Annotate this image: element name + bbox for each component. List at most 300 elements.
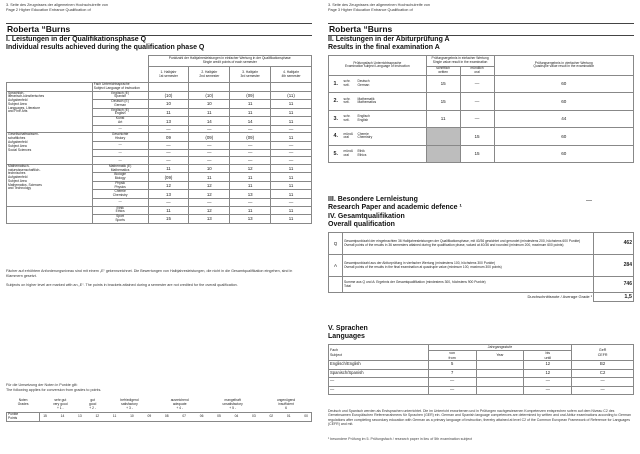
- year-sub-header: Year: [476, 351, 524, 361]
- overall-text: [342, 233, 593, 255]
- language-subject: —: [329, 386, 429, 395]
- points-cell: —: [230, 149, 271, 157]
- subject-name-de: Chemie: [114, 189, 126, 194]
- semester-header-en: 1st semester: [159, 73, 178, 78]
- lang-subject-header: [329, 345, 429, 361]
- subject-name-en: Physics: [114, 184, 126, 189]
- subject-name-de: —: [118, 149, 122, 154]
- points-label-de: Punkte: [8, 411, 19, 416]
- exam-subject-en: English: [357, 117, 369, 122]
- semester-header-de: 3. Halbjahr: [242, 69, 259, 74]
- subject-area-label: and Technology: [8, 186, 32, 191]
- exam-single-header-de: Prüfungsergebnis in einfacher Wertung: [431, 56, 489, 61]
- subject-area-label: Aufgabenfeld: [8, 139, 28, 144]
- oral-header-en: oral: [474, 69, 480, 74]
- language-to: 12: [524, 369, 572, 378]
- points-cell: —: [230, 141, 271, 149]
- subject-name-de: Physik: [115, 180, 125, 185]
- overall-text-en: Overall points of the results in the final examination at quadruple value (minimum 100, maximum 300 points): [343, 264, 502, 269]
- semester-header: [148, 67, 189, 83]
- exam-quad-header-de: Prüfungsergebnis in vierfacher Wertung: [534, 60, 593, 65]
- empty-cell: [271, 83, 312, 92]
- subject-area-cell: [7, 91, 93, 133]
- written-header: [426, 67, 460, 76]
- subject-header-cell: [92, 83, 148, 92]
- exam-subject-en: Ethics: [357, 152, 367, 157]
- section-title-en: Individual results achieved during the qualification phase Q: [6, 44, 205, 52]
- quadruple-value: 60: [494, 75, 634, 93]
- points-label-cell: [7, 412, 40, 421]
- language-from: 7: [428, 369, 476, 378]
- exam-number: 4.: [329, 128, 343, 146]
- points-value: 07: [182, 413, 186, 418]
- average-row: [329, 293, 634, 302]
- exam-number: 1.: [329, 75, 343, 93]
- table-row: [7, 91, 312, 100]
- subject-name-de: Sport: [116, 214, 125, 219]
- points-cell: 15: [148, 215, 189, 224]
- subject-cell: [92, 117, 148, 126]
- points-header-en: Single credit points of each semester: [202, 60, 257, 64]
- points-cell: —: [230, 199, 271, 207]
- blank-header: [7, 56, 149, 83]
- points-value: 09: [147, 413, 152, 418]
- exam-kind-de: schr.: [343, 96, 351, 101]
- subject-area-label: Mathematisch-: [8, 163, 30, 168]
- written-header-en: written: [438, 69, 448, 74]
- exam-number: 2.: [329, 93, 343, 111]
- section-title-en: Research Paper and academic defence ¹: [328, 204, 462, 212]
- grade-name-cell: [7, 398, 40, 407]
- to-header-de: bis: [545, 351, 551, 356]
- exam-subject: [356, 75, 426, 93]
- points-cell: 11: [230, 108, 271, 117]
- points-cell: —: [148, 141, 189, 149]
- subject-name-de: Deutsch (E): [111, 99, 129, 104]
- language-cefr: —: [572, 386, 634, 395]
- header-line-en: Page 2 Higher Education Entrance Qualification of: [6, 7, 91, 12]
- section-title-de: II. Leistungen in der Abiturprüfung A: [328, 36, 450, 43]
- exam-kind-de: schr.: [343, 114, 351, 119]
- points-cell: —: [271, 149, 312, 157]
- points-value: 08: [164, 413, 169, 418]
- subject-name-de: Mathematik (E): [108, 163, 132, 168]
- empty-cell: [230, 83, 271, 92]
- subject-area-label: literarisch-künstlerisches: [8, 94, 45, 99]
- conversion-intro-de: Für die Umsetzung der Noten in Punkte gilt:: [6, 383, 78, 387]
- language-cefr: C2: [572, 369, 634, 378]
- quadruple-value: 60: [494, 145, 634, 163]
- exam-number: 5.: [329, 145, 343, 163]
- exam-kind-en: writ.: [343, 82, 350, 87]
- page-header: [6, 3, 108, 12]
- section-title: [328, 213, 405, 229]
- subject-name-de: Geschichte: [111, 132, 129, 137]
- exam-subject: [356, 128, 426, 146]
- points-cell: (10): [148, 91, 189, 100]
- subject-name-en: Biology: [114, 176, 126, 181]
- subject-name-de: Kunst: [115, 116, 125, 121]
- points-cell: 11: [271, 117, 312, 126]
- points-cell: —: [189, 199, 230, 207]
- subject-name-de: —: [118, 126, 122, 131]
- points-cell: 10: [189, 164, 230, 173]
- points-cell: —: [230, 157, 271, 165]
- exam-number: 3.: [329, 110, 343, 128]
- subject-name-de: —: [118, 142, 122, 147]
- language-note: Deutsch und Spanisch werden als Erstsprachen unterrichtet. Die im Unterricht erworbenen und in Prüfungen nachgewiesenen Kompetenzen entsprechen sofern auf dem Niveau C2 des Gemeinsamen Europäischen Referenzrahmens für Sprachen (GER) ein. German and Spanish language competences are determined by written and oral Abitur examinations according to German regulations after completing secondary education with German as a primary language of instruction, thereby attained at level C2 of the Common European Framework of Reference for Languages (CEFR) and mit.: [328, 409, 631, 427]
- points-cell: 11: [189, 173, 230, 182]
- points-cell: 11: [271, 173, 312, 182]
- exam-kind: [342, 128, 356, 146]
- grade-names-row: [7, 398, 312, 407]
- empty-cell: [329, 293, 343, 302]
- section-title: [6, 36, 204, 52]
- grade-value-cell: + 1 -: [56, 406, 64, 411]
- grade-name-de: ausreichend: [170, 397, 189, 402]
- exam-quad-header-en: Quadruple value result in the examination: [533, 64, 595, 69]
- semester-header-de: 4. Halbjahr: [283, 69, 300, 74]
- points-header: [148, 56, 311, 67]
- points-cell: 11: [271, 133, 312, 142]
- subject-area-label: Aufgabenfeld: [8, 98, 28, 103]
- subject-name-de: Englisch (E): [111, 90, 130, 95]
- grade-name-en: adequate: [172, 401, 187, 406]
- subject-name-en: Spanish: [114, 94, 127, 99]
- written-value: [426, 128, 460, 146]
- exam-subject: [356, 110, 426, 128]
- grade-name-en: unsatisfactory: [222, 401, 243, 406]
- points-value: 11: [112, 413, 117, 418]
- points-cell: 11: [230, 206, 271, 215]
- subject-area-cell: [7, 206, 93, 223]
- points-cell: 11: [148, 206, 189, 215]
- overall-text-de: Gesamtpunktzahl aus der Abiturprüfung in vierfacher Wertung (mindestens 100, höchstens 300 Punkte): [343, 260, 496, 265]
- points-value: 10: [130, 413, 134, 418]
- points-cell: 09: [148, 133, 189, 142]
- year-header: Jahrgangsstufe: [428, 345, 571, 351]
- exam-subject-de: Chemie: [357, 131, 369, 136]
- subject-name-en: Mathematics: [110, 167, 130, 172]
- exam-kind: [342, 110, 356, 128]
- grade-name-en: satisfactory: [121, 401, 138, 406]
- exam-subject-de: Englisch: [357, 114, 370, 119]
- points-cell: 11: [230, 173, 271, 182]
- points-cell: 13: [148, 117, 189, 126]
- subject-name-en: Ethics: [115, 209, 125, 214]
- subject-area-label: Gesellschaftswissen-: [8, 132, 39, 137]
- cefr-header-en: CEFR: [597, 352, 608, 357]
- student-name-bar: [328, 23, 634, 36]
- points-cell: —: [271, 199, 312, 207]
- section-title: [328, 196, 462, 212]
- semester-header-de: 1. Halbjahr: [160, 69, 177, 74]
- to-header: [524, 351, 572, 361]
- section-title-de: IV. Gesamtqualifikation: [328, 213, 405, 220]
- points-value: 12: [95, 413, 100, 418]
- points-cell: —: [271, 141, 312, 149]
- grade-name-en: insufficient: [278, 401, 294, 406]
- language-from: —: [428, 386, 476, 395]
- points-cell: 12: [189, 181, 230, 190]
- research-paper-value: —: [586, 198, 592, 204]
- subject-cell: [92, 133, 148, 142]
- subject-header-en: Subject Language of instruction: [93, 85, 140, 90]
- exam-quad-header: [494, 56, 634, 76]
- points-cell: (09): [230, 133, 271, 142]
- cefr-header-de: GeR: [598, 348, 607, 353]
- overall-row: [329, 233, 634, 255]
- header-line-de: 3. Seite des Zeugnisses der allgemeinen Hochschulreife von: [328, 3, 430, 7]
- subject-name-de: —: [118, 157, 122, 162]
- points-cell: 11: [271, 164, 312, 173]
- semester-header: [271, 67, 312, 83]
- language-row: [329, 369, 634, 378]
- section-title: [328, 36, 450, 52]
- exam-row: [329, 93, 634, 111]
- subject-cell: [92, 149, 148, 157]
- exam-kind-en: writ.: [343, 117, 350, 122]
- subject-area-label: Languages, Literature: [8, 105, 41, 110]
- written-value: 15: [426, 75, 460, 93]
- points-cell: 11: [271, 190, 312, 199]
- from-header: [428, 351, 476, 361]
- quadruple-value: 60: [494, 128, 634, 146]
- points-cell: 14: [230, 117, 271, 126]
- subject-cell: [92, 100, 148, 109]
- exam-kind-en: writ.: [343, 100, 350, 105]
- conversion-intro-en: The following applies for conversion from grades to points.: [6, 387, 102, 392]
- exam-kind: [342, 75, 356, 93]
- points-header-de: Punktzahl der Halbjahresleistungen in einfacher Wertung in der Qualifikationsphase: [168, 56, 291, 61]
- subject-cell: [92, 190, 148, 199]
- overall-key: [329, 277, 343, 293]
- to-header-en: until: [544, 355, 552, 360]
- language-year: [476, 361, 524, 370]
- section-title-en: Languages: [328, 333, 365, 341]
- language-to: 12: [524, 361, 572, 370]
- exam-table: [328, 55, 634, 163]
- semester-header-en: 2nd semester: [199, 73, 220, 78]
- exam-kind-en: oral: [343, 152, 349, 157]
- points-cell: 11: [230, 181, 271, 190]
- written-value: 15: [426, 93, 460, 111]
- overall-text: [342, 277, 593, 293]
- points-cell: 11: [189, 108, 230, 117]
- average-label: Durchschnittsnote / Average Grade ¹: [527, 293, 593, 299]
- language-from: —: [428, 378, 476, 387]
- language-to: —: [524, 386, 572, 395]
- exam-subject-de: Deutsch: [357, 79, 370, 84]
- conversion-table: [6, 398, 312, 422]
- points-cell: —: [189, 125, 230, 133]
- exam-kind-en: oral: [343, 135, 349, 140]
- points-cell: 13: [230, 190, 271, 199]
- subject-name-en: History: [114, 136, 126, 141]
- points-value: 00: [304, 413, 308, 418]
- lang-subject-header-en: Subject: [330, 352, 342, 357]
- points-cell: —: [230, 125, 271, 133]
- points-cell: 13: [230, 215, 271, 224]
- exam-subject-header-en: Examination subject Language of instruction: [344, 64, 410, 69]
- points-cell: 12: [189, 190, 230, 199]
- points-value: 05: [217, 413, 221, 418]
- empty-cell: [189, 83, 230, 92]
- points-cell: —: [148, 125, 189, 133]
- empty-cell: [148, 83, 189, 92]
- language-year: [476, 378, 524, 387]
- points-cell: 11: [271, 181, 312, 190]
- exam-kind-de: mündl.: [343, 131, 354, 136]
- points-value: 03: [252, 413, 256, 418]
- grade-value-cell: + 5 -: [229, 406, 236, 411]
- exam-single-header: [426, 56, 494, 67]
- points-cell: 11: [271, 100, 312, 109]
- subject-area-label: schaftliches: [8, 136, 26, 141]
- exam-kind: [342, 93, 356, 111]
- points-value: 15: [43, 413, 47, 418]
- footnote: ¹ besondere Prüfung im 5. Prüfungsfach / research paper in lieu of 5th examination subject: [328, 437, 473, 441]
- exam-subject: [356, 145, 426, 163]
- page-header: [328, 3, 430, 12]
- overall-text-en: Total: [343, 283, 351, 288]
- semester-header-de: 2. Halbjahr: [201, 69, 218, 74]
- subject-area-label: Subject Area: [8, 101, 27, 106]
- subject-area-cell: [7, 164, 93, 206]
- subject-name-de: Englisch (E): [111, 107, 130, 112]
- language-subject: —: [329, 378, 429, 387]
- exam-row: [329, 110, 634, 128]
- points-cell: —: [148, 157, 189, 165]
- subject-name-en: English: [114, 111, 126, 116]
- exam-subject: [356, 93, 426, 111]
- overall-value: 746: [594, 277, 634, 293]
- average-value: 1,5: [594, 293, 634, 302]
- points-value: 13: [78, 413, 82, 418]
- language-subject: Englisch/English: [329, 361, 429, 370]
- points-value: 06: [199, 413, 204, 418]
- exam-single-header-en: Single value result in the examination: [432, 60, 488, 64]
- language-cefr: B2: [572, 361, 634, 370]
- overall-text: [342, 255, 593, 277]
- section-title-en: Overall qualification: [328, 221, 395, 229]
- points-cell: 10: [148, 100, 189, 109]
- table-row: [7, 164, 312, 173]
- points-cell: 11: [271, 206, 312, 215]
- student-name: Roberta “Burns: [7, 24, 71, 34]
- section-title-de: V. Sprachen: [328, 325, 368, 332]
- overall-row: [329, 255, 634, 277]
- language-row: [329, 378, 634, 387]
- points-cell: —: [189, 149, 230, 157]
- subject-name-en: German: [114, 102, 127, 107]
- points-cell: 12: [189, 206, 230, 215]
- points-cell: —: [189, 141, 230, 149]
- language-year: [476, 386, 524, 395]
- language-from: 5: [428, 361, 476, 370]
- subject-cell: [92, 199, 148, 207]
- exam-row: [329, 75, 634, 93]
- subject-header-de: Fach Unterrichtssprache: [93, 82, 130, 86]
- grade-name-en: good: [88, 401, 97, 406]
- grade-name-de: gut: [90, 397, 95, 402]
- grade-value-cell: + 3 -: [126, 406, 133, 411]
- exam-subject-de: Ethik: [357, 149, 365, 154]
- cefr-header: [572, 345, 634, 361]
- student-name: Roberta “Burns: [329, 24, 393, 34]
- overall-row: [329, 277, 634, 293]
- points-cell: 13: [189, 215, 230, 224]
- grade-name-de: befriedigend: [120, 397, 139, 402]
- exam-subject-en: German: [357, 82, 370, 87]
- grade-name-de: Noten: [18, 397, 28, 402]
- exam-kind-de: schr.: [343, 79, 351, 84]
- oral-value: —: [460, 75, 494, 93]
- subject-name-de: —: [118, 199, 122, 204]
- points-cell: 12: [230, 164, 271, 173]
- subject-name-en: Art: [118, 120, 123, 125]
- note-en: Subjects on higher level are marked with an „E“. The points in brackets attained during a semester are not credited for the overall qualification.: [6, 282, 238, 287]
- exam-kind: [342, 145, 356, 163]
- student-name-bar: [6, 23, 312, 36]
- points-values-cell: [40, 412, 312, 421]
- subject-area-label: Subject Area: [8, 143, 27, 148]
- quadruple-value: 60: [494, 93, 634, 111]
- points-value: 01: [286, 413, 291, 418]
- grade-name-de: ungenügend: [276, 397, 296, 402]
- exam-subject-en: Chemistry: [357, 135, 373, 140]
- grade-value-cell: + 4 -: [176, 406, 184, 411]
- overall-text-de: Summe aus Q und A: Ergebnis der Gesamtqualifikation (mindestens 300, höchstens 900 Punkte): [343, 279, 486, 284]
- group-header-cell: [7, 83, 93, 92]
- points-row: [7, 412, 312, 421]
- oral-header-de: mündlich: [470, 66, 484, 70]
- oral-value: 15: [460, 145, 494, 163]
- semester-header-en: 4th semester: [281, 73, 301, 78]
- table-row: [7, 133, 312, 142]
- points-cell: 13: [148, 190, 189, 199]
- points-cell: 11: [271, 108, 312, 117]
- points-cell: (11): [271, 91, 312, 100]
- points-cell: (09): [148, 173, 189, 182]
- subject-area-label: Aufgabenfeld: [8, 175, 28, 180]
- section-title-de: III. Besondere Lernleistung: [328, 196, 418, 203]
- exam-subject-header-de: Prüfungsfach Unterrichtssprache: [353, 60, 402, 65]
- points-cell: 11: [271, 215, 312, 224]
- points-value: 04: [234, 413, 239, 418]
- languages-table: [328, 344, 634, 395]
- language-subject: Spanisch/Spanish: [329, 369, 429, 378]
- section-title: [328, 325, 368, 341]
- oral-value: —: [460, 93, 494, 111]
- language-year: [476, 369, 524, 378]
- grade-name-en: very good: [53, 401, 68, 406]
- grade-name-de: mangelhaft: [224, 397, 241, 402]
- from-header-en: from: [448, 355, 456, 360]
- points-cell: —: [271, 125, 312, 133]
- points-cell: (10): [189, 91, 230, 100]
- subject-area-cell: [7, 133, 93, 164]
- written-value: [426, 145, 460, 163]
- header-line-en: Page 3 Higher Education Entrance Qualification of: [328, 7, 413, 12]
- grade-name-de: sehr gut: [54, 397, 67, 402]
- points-cell: 14: [189, 117, 230, 126]
- subject-area-label: naturwissenschaftlich-: [8, 167, 41, 172]
- subject-area-label: Subject Area: [8, 178, 27, 183]
- semester-header: [230, 67, 271, 83]
- subject-cell: [92, 141, 148, 149]
- points-values: [40, 415, 311, 419]
